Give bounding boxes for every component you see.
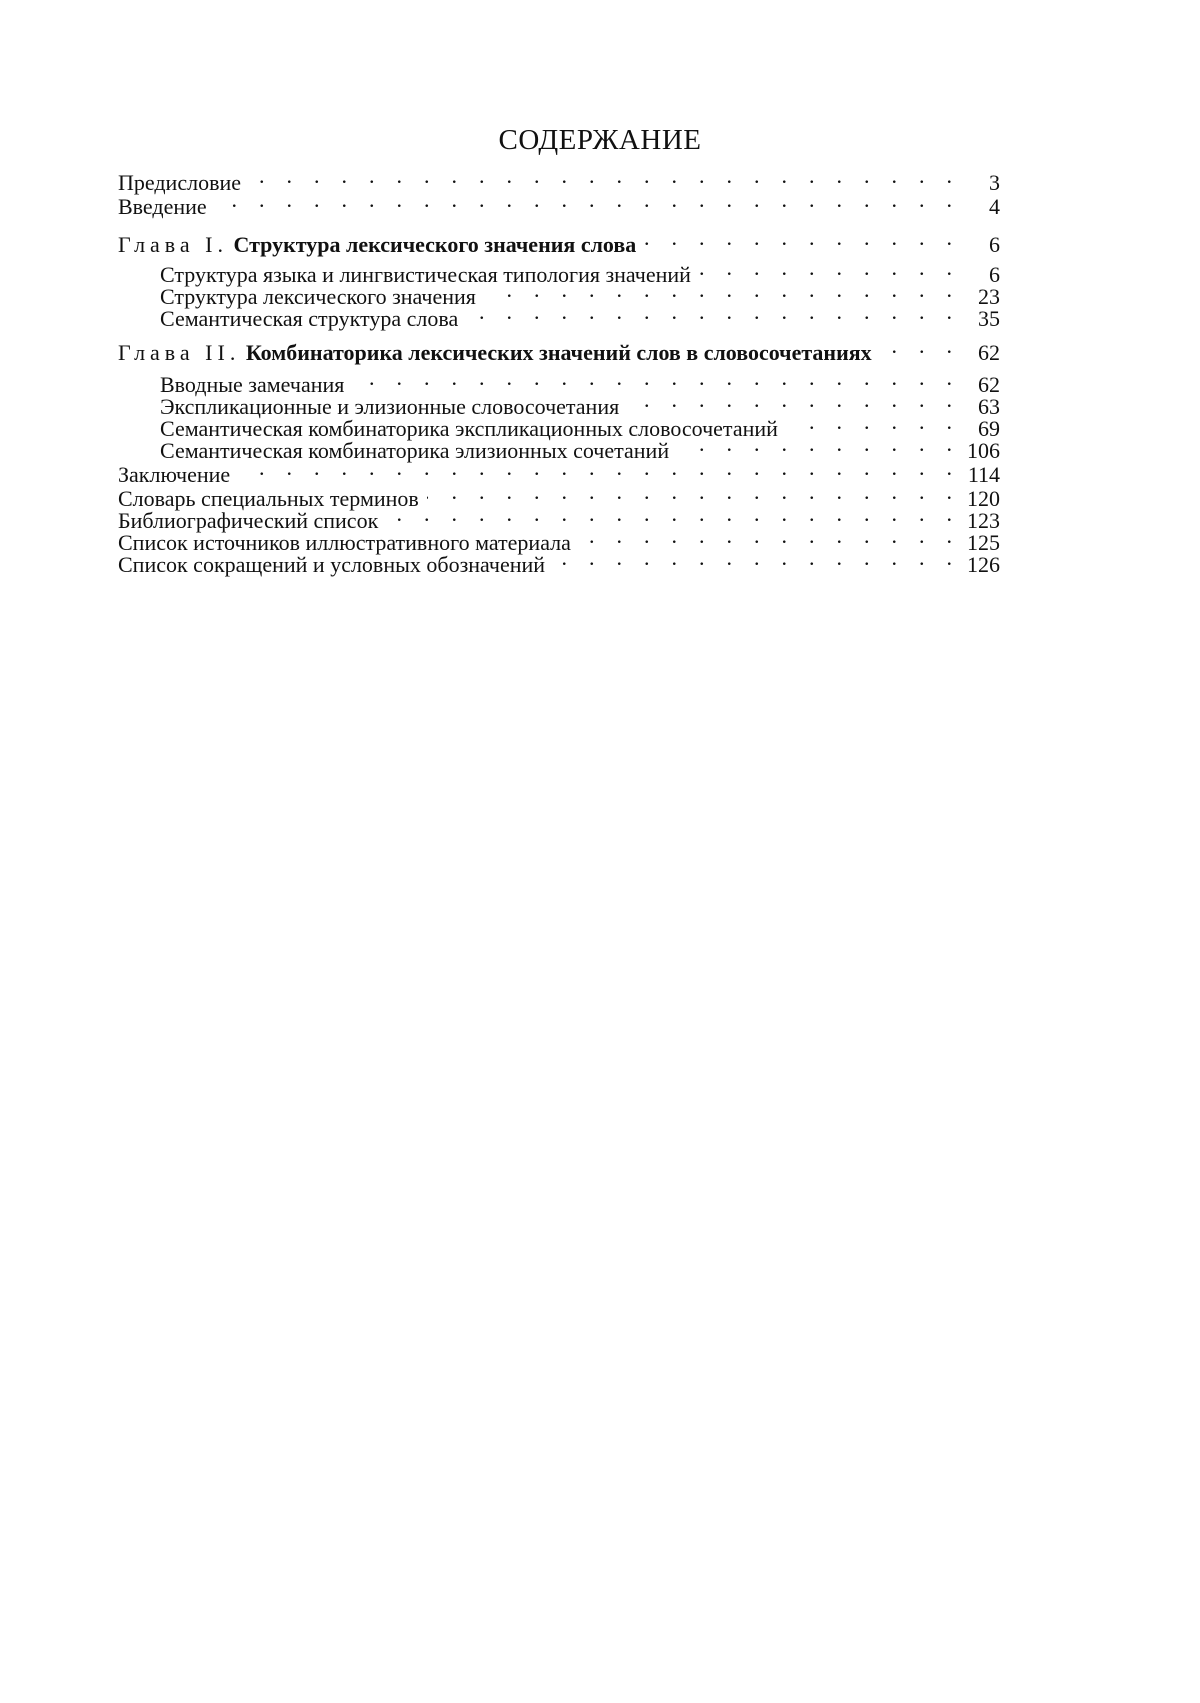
toc-entry-label: Введение [118, 194, 207, 219]
toc-entry-label: Вводные замечания [160, 372, 345, 397]
dot-leader [553, 546, 952, 570]
dot-leader [699, 256, 952, 280]
toc-entry-page: 4 [989, 194, 1000, 219]
toc-entry-label: Заключение [118, 462, 231, 487]
toc-entry-page: 6 [989, 232, 1000, 257]
toc-entry-page: 62 [978, 340, 1000, 365]
dot-leader [215, 188, 952, 212]
toc-entry-page: 126 [967, 552, 1000, 577]
toc-entry-label: Семантическая комбинаторика экспликационных словосочетаний [160, 416, 778, 441]
toc-entry-label: Список сокращений и условных обозначений [118, 552, 546, 577]
toc-entry-page: 123 [967, 508, 1000, 533]
dot-leader [352, 366, 952, 390]
toc-entry-label: Семантическая комбинаторика элизионных сочетаний [160, 438, 670, 463]
dot-leader [427, 480, 952, 504]
dot-leader [249, 164, 952, 188]
toc-entry-label: Словарь специальных терминов [118, 486, 419, 511]
dot-leader [627, 388, 952, 412]
toc-entry-abbreviations[interactable] [118, 548, 1000, 577]
toc-entry-page: 106 [967, 438, 1000, 463]
chapter-title: Структура лексического значения слова [233, 232, 637, 257]
toc-entry-semantic-structure[interactable] [160, 302, 1000, 331]
dot-leader [786, 410, 952, 434]
toc-entry-page: 6 [989, 262, 1000, 287]
toc-title: СОДЕРЖАНИЕ [498, 124, 702, 156]
toc-entry-page: 63 [978, 394, 1000, 419]
toc-entry-label: Структура лексического значения [160, 284, 476, 309]
toc-entry-label: Список источников иллюстративного материала [118, 530, 571, 555]
toc-entry-page: 69 [978, 416, 1000, 441]
toc-entry-page: 62 [978, 372, 1000, 397]
toc-entry-label: Семантическая структура слова [160, 306, 459, 331]
toc-entry-chapter-1[interactable] [118, 228, 1000, 257]
toc-entry-page: 120 [967, 486, 1000, 511]
toc-entry-page: 125 [967, 530, 1000, 555]
toc-entry-chapter-2[interactable] [118, 336, 1000, 365]
dot-leader [880, 334, 952, 358]
toc-entry-label: Библиографический список [118, 508, 379, 533]
dot-leader [466, 300, 952, 324]
toc-entry-page: 3 [989, 170, 1000, 195]
dot-leader [484, 278, 952, 302]
toc-entry-page: 114 [967, 462, 1000, 487]
chapter-prefix: Глава I. [118, 232, 228, 257]
toc-entry-label [118, 341, 872, 365]
dot-leader [386, 502, 952, 526]
toc-entry-label: Структура языка и лингвистическая типология значений [160, 262, 691, 287]
table-of-contents [0, 0, 1200, 700]
toc-entry-page: 35 [978, 306, 1000, 331]
dot-leader [238, 456, 952, 480]
dot-leader [644, 226, 952, 250]
toc-entry-label: Экспликационные и элизионные словосочетания [160, 394, 620, 419]
dot-leader [677, 432, 952, 456]
toc-entry-label: Предисловие [118, 170, 241, 195]
toc-entry-page: 23 [978, 284, 1000, 309]
dot-leader [579, 524, 952, 548]
chapter-title: Комбинаторика лексических значений слов в словосочетаниях [245, 340, 872, 365]
chapter-prefix: Глава II. [118, 340, 241, 365]
toc-entry-introduction[interactable] [118, 190, 1000, 219]
toc-entry-label [118, 233, 636, 257]
